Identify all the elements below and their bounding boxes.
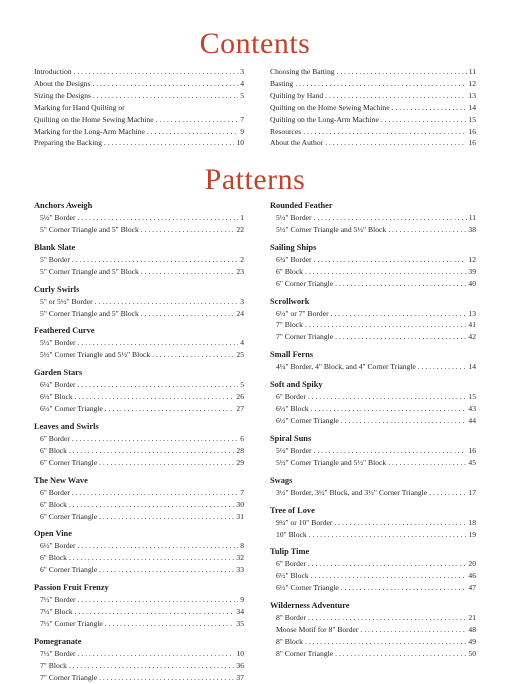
- dot-leader: [335, 648, 466, 660]
- toc-entry-label: 6" Border: [40, 433, 70, 443]
- page-number: 3: [240, 67, 244, 76]
- toc-entry-label: 5" Corner Triangle and 5" Block: [40, 308, 139, 318]
- toc-entry-label: 7" Corner Triangle: [40, 672, 98, 682]
- toc-entry[interactable]: [276, 266, 476, 278]
- page-number: 11: [468, 67, 476, 76]
- page-number: 41: [468, 320, 476, 330]
- page-number: 8: [240, 541, 244, 551]
- toc-entry-label: 6" Border: [40, 487, 70, 497]
- page-number: 50: [468, 648, 476, 658]
- toc-entry-label: 6" Block: [40, 553, 67, 563]
- toc-entry[interactable]: [40, 433, 244, 445]
- toc-entry-label: Choosing the Batting: [270, 67, 335, 76]
- toc-entry[interactable]: [40, 594, 244, 606]
- toc-entry[interactable]: [40, 349, 244, 361]
- toc-entry[interactable]: [276, 517, 476, 529]
- toc-entry[interactable]: [34, 78, 244, 90]
- pattern-name: Feathered Curve: [34, 326, 95, 336]
- page-number: 30: [236, 499, 244, 509]
- pattern-section: [270, 504, 476, 541]
- toc-entry-label: 6½" Corner Triangle: [276, 415, 339, 425]
- toc-entry-label: Marking for Hand Quilting or: [34, 102, 125, 112]
- toc-entry-label: 10" Block: [276, 529, 307, 539]
- dot-leader: [308, 558, 467, 570]
- pattern-section: [34, 324, 244, 361]
- toc-entry[interactable]: [276, 415, 476, 427]
- dot-leader: [78, 594, 239, 606]
- toc-entry[interactable]: [40, 296, 244, 308]
- toc-entry-label: 5" or 5½" Border: [40, 296, 93, 306]
- toc-entry-label: 5½" Corner Triangle and 5½" Block: [276, 224, 387, 234]
- pattern-section: [34, 635, 244, 684]
- toc-entry[interactable]: [276, 391, 476, 403]
- pattern-section: [34, 581, 244, 630]
- pattern-section: [270, 241, 476, 290]
- toc-entry[interactable]: [40, 308, 244, 320]
- toc-entry-label: 6" Block: [40, 445, 67, 455]
- toc-entry-label: 7½" Border: [40, 648, 76, 658]
- toc-entry[interactable]: [270, 66, 476, 78]
- page-number: 34: [236, 607, 244, 617]
- dot-leader: [93, 78, 239, 90]
- dot-leader: [341, 582, 467, 594]
- toc-entry[interactable]: [276, 308, 476, 320]
- toc-entry[interactable]: [40, 672, 244, 684]
- page-number: 42: [468, 332, 476, 342]
- toc-entry[interactable]: [40, 391, 244, 403]
- toc-entry[interactable]: [276, 612, 476, 624]
- toc-entry-label: 4¼" Border, 4" Block, and 4" Corner Triangle: [276, 362, 416, 372]
- page-number: 36: [236, 660, 244, 670]
- page-number: 6: [240, 433, 244, 443]
- page-number: 12: [468, 78, 476, 88]
- toc-entry[interactable]: [276, 278, 476, 290]
- toc-entry[interactable]: [276, 361, 476, 373]
- toc-entry-label: 6" Border: [276, 559, 306, 569]
- page-number: 47: [468, 583, 476, 593]
- toc-entry-label: Introduction: [34, 67, 72, 76]
- toc-entry-label: Resources: [270, 126, 302, 136]
- page-number: 44: [468, 415, 476, 425]
- dot-leader: [99, 564, 234, 576]
- toc-entry[interactable]: [276, 319, 476, 331]
- toc-entry[interactable]: [40, 511, 244, 523]
- dot-leader: [314, 445, 467, 457]
- dot-leader: [75, 606, 235, 618]
- toc-entry[interactable]: [276, 648, 476, 660]
- dot-leader: [69, 445, 234, 457]
- dot-leader: [360, 624, 466, 636]
- pattern-name: Wilderness Adventure: [270, 601, 350, 611]
- dot-leader: [141, 224, 235, 236]
- toc-entry-label: 3½" Border, 3½" Block, and 3½" Corner Triangle: [276, 487, 428, 497]
- page-number: 26: [236, 392, 244, 402]
- dot-leader: [156, 114, 239, 126]
- toc-entry-label: 5½" Border: [276, 213, 312, 222]
- dot-leader: [429, 487, 466, 499]
- dot-leader: [337, 66, 467, 78]
- page-number: 16: [468, 126, 476, 136]
- dot-leader: [308, 391, 467, 403]
- dot-leader: [99, 457, 234, 469]
- pattern-name: Open Vine: [34, 529, 72, 539]
- page-number: 19: [468, 529, 476, 539]
- toc-entry-label: Preparing the Backing: [34, 138, 102, 148]
- toc-entry-label: Quilting on the Home Sewing Machine: [34, 114, 154, 124]
- pattern-name: Leaves and Swirls: [34, 421, 99, 431]
- toc-entry-label: 6½" Corner Triangle: [276, 583, 339, 593]
- toc-entry[interactable]: [40, 379, 244, 391]
- dot-leader: [311, 570, 467, 582]
- dot-leader: [308, 612, 467, 624]
- dot-leader: [314, 212, 467, 224]
- pattern-name: Soft and Spiky: [270, 380, 323, 390]
- page-number: 32: [236, 553, 244, 563]
- toc-entry[interactable]: [40, 337, 244, 349]
- dot-leader: [104, 137, 235, 149]
- page-number: 37: [236, 672, 244, 682]
- toc-entry[interactable]: [40, 648, 244, 660]
- page-number: 18: [468, 517, 476, 527]
- page-number: 39: [468, 266, 476, 276]
- page-number: 2: [240, 254, 244, 264]
- dot-leader: [325, 90, 466, 102]
- contents-right-column: [270, 66, 476, 149]
- toc-entry[interactable]: [34, 90, 244, 102]
- dot-leader: [325, 137, 466, 149]
- pattern-section: [34, 283, 244, 320]
- pattern-section: [34, 199, 244, 236]
- toc-entry-label: Marking for the Long-Arm Machine: [34, 126, 145, 136]
- dot-leader: [78, 540, 239, 552]
- dot-leader: [388, 457, 466, 469]
- page-number: 10: [236, 648, 244, 658]
- toc-entry-label: 6½" Block: [276, 571, 309, 581]
- page-number: 13: [468, 308, 476, 318]
- page-number: 45: [468, 457, 476, 467]
- dot-leader: [418, 361, 467, 373]
- dot-leader: [381, 114, 467, 126]
- toc-entry[interactable]: [270, 114, 476, 126]
- page-number: 24: [236, 308, 244, 318]
- dot-leader: [305, 266, 466, 278]
- page-number: 10: [236, 138, 244, 148]
- toc-entry[interactable]: [40, 212, 244, 224]
- page-number: 22: [236, 224, 244, 234]
- toc-entry[interactable]: [270, 102, 476, 114]
- page-number: 21: [468, 613, 476, 623]
- toc-entry[interactable]: [40, 618, 244, 630]
- toc-entry-label: 8" Block: [276, 636, 303, 646]
- toc-entry-label: Quilting by Hand: [270, 90, 324, 100]
- toc-entry-label: 5" Corner Triangle and 5" Block: [40, 266, 139, 276]
- toc-entry[interactable]: [276, 558, 476, 570]
- pattern-section: [270, 295, 476, 344]
- dot-leader: [99, 672, 234, 684]
- page-number: 43: [468, 404, 476, 414]
- toc-entry[interactable]: [34, 126, 244, 138]
- pattern-section: [270, 474, 476, 499]
- toc-entry[interactable]: [40, 457, 244, 469]
- dot-leader: [69, 552, 234, 564]
- toc-entry[interactable]: [34, 66, 244, 78]
- pattern-name: Passion Fruit Frenzy: [34, 583, 109, 593]
- toc-entry-label: 6¼" Border: [40, 380, 76, 390]
- pattern-section: [270, 199, 476, 236]
- toc-entry-label: 6" Corner Triangle: [276, 278, 334, 288]
- toc-entry-label: 7" Block: [276, 320, 303, 330]
- page-number: 28: [236, 445, 244, 455]
- toc-entry[interactable]: [34, 137, 244, 149]
- toc-entry-label: 6½" Block: [40, 392, 73, 402]
- pattern-name: Rounded Feather: [270, 201, 333, 210]
- pattern-name: Small Ferns: [270, 350, 314, 360]
- pattern-name: Anchors Aweigh: [34, 201, 93, 210]
- pattern-name: Tree of Love: [270, 505, 315, 515]
- dot-leader: [303, 126, 466, 138]
- page-number: 5: [240, 380, 244, 390]
- toc-entry[interactable]: [270, 126, 476, 138]
- toc-entry-label: About the Author: [270, 138, 324, 148]
- pattern-section: [34, 420, 244, 469]
- toc-entry[interactable]: [270, 78, 476, 90]
- dot-leader: [74, 66, 239, 78]
- toc-entry-label: 6½" Block: [276, 404, 309, 414]
- toc-entry-label: 5½" Corner Triangle and 5½" Block: [40, 350, 151, 360]
- patterns-right-column: [270, 199, 476, 660]
- toc-entry[interactable]: [276, 224, 476, 236]
- toc-entry[interactable]: [40, 660, 244, 672]
- pattern-name: Curly Swirls: [34, 284, 80, 294]
- page-number: 4: [240, 78, 244, 88]
- pattern-name: Scrollwork: [270, 296, 310, 306]
- toc-entry[interactable]: [276, 457, 476, 469]
- dot-leader: [105, 618, 235, 630]
- page-number: 1: [240, 213, 244, 222]
- dot-leader: [78, 379, 239, 391]
- toc-entry[interactable]: [276, 636, 476, 648]
- page-number: 27: [236, 404, 244, 414]
- page-number: 4: [240, 338, 244, 348]
- toc-entry[interactable]: [276, 254, 476, 266]
- toc-entry[interactable]: [276, 529, 476, 541]
- dot-leader: [392, 102, 467, 114]
- toc-entry-label: 8" Border: [276, 613, 306, 623]
- toc-entry-label: Quilting on the Home Sewing Machine: [270, 102, 390, 112]
- dot-leader: [388, 224, 466, 236]
- dot-leader: [331, 308, 467, 320]
- page-number: 46: [468, 571, 476, 581]
- toc-entry[interactable]: [276, 212, 476, 224]
- toc-entry[interactable]: [40, 266, 244, 278]
- dot-leader: [105, 403, 235, 415]
- page-number: 38: [468, 224, 476, 234]
- toc-entry[interactable]: [40, 445, 244, 457]
- pattern-section: [270, 348, 476, 373]
- dot-leader: [341, 415, 467, 427]
- page-number: 9: [240, 595, 244, 605]
- page-number: 35: [236, 618, 244, 628]
- toc-entry-label: 7½" Corner Triangle: [40, 618, 103, 628]
- page-number: 16: [468, 138, 476, 148]
- toc-entry-label: 6" Corner Triangle: [40, 565, 98, 575]
- dot-leader: [141, 308, 235, 320]
- dot-leader: [72, 433, 238, 445]
- toc-entry[interactable]: [276, 487, 476, 499]
- toc-entry-label: 6½" Border: [40, 541, 76, 551]
- page-number: 17: [468, 487, 476, 497]
- page-number: 13: [468, 90, 476, 100]
- page-number: 40: [468, 278, 476, 288]
- toc-entry[interactable]: [40, 606, 244, 618]
- patterns-title: Patterns: [204, 163, 306, 196]
- page-number: 9: [240, 126, 244, 136]
- toc-entry-label: 9¾" or 10" Border: [276, 517, 333, 527]
- toc-entry-label: 8" Corner Triangle: [276, 648, 334, 658]
- pattern-name: Garden Stars: [34, 368, 83, 378]
- toc-entry[interactable]: [40, 552, 244, 564]
- toc-entry[interactable]: [34, 102, 244, 126]
- toc-entry[interactable]: [40, 499, 244, 511]
- toc-entry-label: 6" Corner Triangle: [40, 457, 98, 467]
- dot-leader: [69, 499, 234, 511]
- dot-leader: [99, 511, 234, 523]
- toc-entry-label: 6½" or 7" Border: [276, 308, 329, 318]
- toc-entry-label: About the Designs: [34, 78, 91, 88]
- toc-entry-label: 6" Border: [276, 392, 306, 402]
- toc-entry[interactable]: [40, 487, 244, 499]
- pattern-name: The New Wave: [34, 475, 88, 485]
- toc-entry[interactable]: [270, 90, 476, 102]
- toc-entry-label: 6" Block: [276, 266, 303, 276]
- toc-entry-label: 5" Border: [40, 254, 70, 264]
- toc-entry-label: 5½" Border: [40, 338, 76, 348]
- page-number: 15: [468, 114, 476, 124]
- page-number: 23: [236, 266, 244, 276]
- page-number: 33: [236, 565, 244, 575]
- dot-leader: [78, 648, 235, 660]
- dot-leader: [335, 331, 466, 343]
- page-number: 7: [240, 487, 244, 497]
- page-number: 31: [236, 511, 244, 521]
- pattern-name: Sailing Ships: [270, 242, 317, 252]
- toc-entry[interactable]: [276, 570, 476, 582]
- page-number: 3: [240, 296, 244, 306]
- toc-entry[interactable]: [276, 445, 476, 457]
- pattern-section: [270, 545, 476, 594]
- dot-leader: [78, 212, 239, 224]
- pattern-name: Pomegranate: [34, 636, 82, 646]
- pattern-name: Tulip Time: [270, 547, 310, 557]
- pattern-section: [270, 378, 476, 427]
- dot-leader: [305, 636, 466, 648]
- page-number: 7: [240, 114, 244, 124]
- page-number: 14: [468, 102, 476, 112]
- page-number: 48: [468, 625, 476, 635]
- dot-leader: [72, 254, 238, 266]
- dot-leader: [295, 78, 466, 90]
- toc-entry-label: 6¾" Border: [276, 254, 312, 264]
- toc-entry-label: 5½" Border: [40, 213, 76, 222]
- toc-entry-label: Quilting on the Long-Arm Machine: [270, 114, 379, 124]
- page-number: 14: [468, 362, 476, 372]
- dot-leader: [141, 266, 235, 278]
- dot-leader: [335, 278, 466, 290]
- toc-entry[interactable]: [276, 331, 476, 343]
- dot-leader: [305, 319, 466, 331]
- toc-entry-label: Moose Motif for 8" Border: [276, 625, 359, 635]
- pattern-name: Swags: [270, 475, 293, 485]
- toc-entry[interactable]: [40, 564, 244, 576]
- toc-entry-label: 6½" Corner Triangle: [40, 404, 103, 414]
- dot-leader: [147, 126, 238, 138]
- page-number: 49: [468, 636, 476, 646]
- page-number: 20: [468, 559, 476, 569]
- pattern-section: [34, 241, 244, 278]
- page-number: 12: [468, 254, 476, 264]
- toc-entry-label: 7" Block: [40, 660, 67, 670]
- pattern-name: Blank Slate: [34, 242, 76, 252]
- toc-entry-label: 5" Corner Triangle and 5" Block: [40, 224, 139, 234]
- pattern-section: [270, 432, 476, 469]
- toc-entry-label: 6" Block: [40, 499, 67, 509]
- dot-leader: [311, 403, 467, 415]
- toc-entry-label: 6" Corner Triangle: [40, 511, 98, 521]
- toc-entry[interactable]: [276, 582, 476, 594]
- toc-entry-label: 7½" Block: [40, 607, 73, 617]
- toc-entry-label: 7½" Border: [40, 595, 76, 605]
- dot-leader: [314, 254, 467, 266]
- toc-entry[interactable]: [276, 403, 476, 415]
- dot-leader: [95, 296, 239, 308]
- pattern-section: [34, 366, 244, 415]
- pattern-name: Spiral Suns: [270, 433, 312, 443]
- toc-entry-label: 7" Corner Triangle: [276, 332, 334, 342]
- pattern-section: [34, 527, 244, 576]
- page-number: 15: [468, 392, 476, 402]
- pattern-section: [34, 474, 244, 523]
- patterns-left-column: [34, 199, 244, 684]
- toc-entry-label: Basting: [270, 78, 294, 88]
- dot-leader: [152, 349, 234, 361]
- toc-entry-label: Sizing the Designs: [34, 90, 91, 100]
- toc-entry[interactable]: [40, 224, 244, 236]
- dot-leader: [69, 660, 234, 672]
- page-number: 5: [240, 90, 244, 100]
- contents-left-column: [34, 66, 244, 149]
- dot-leader: [309, 529, 467, 541]
- toc-entry[interactable]: [40, 540, 244, 552]
- toc-entry[interactable]: [270, 137, 476, 149]
- toc-entry[interactable]: [40, 254, 244, 266]
- dot-leader: [75, 391, 235, 403]
- contents-title: Contents: [199, 27, 311, 60]
- toc-entry-label: 5½" Corner Triangle and 5½" Block: [276, 457, 387, 467]
- toc-entry-label: 5½" Border: [276, 445, 312, 455]
- page-number: 16: [468, 445, 476, 455]
- page-number: 11: [468, 213, 476, 222]
- dot-leader: [334, 517, 466, 529]
- toc-entry[interactable]: [40, 403, 244, 415]
- toc-entry[interactable]: [276, 624, 476, 636]
- dot-leader: [78, 337, 239, 349]
- pattern-section: [270, 599, 476, 660]
- page-number: 29: [236, 457, 244, 467]
- dot-leader: [72, 487, 238, 499]
- dot-leader: [93, 90, 238, 102]
- page-number: 25: [236, 350, 244, 360]
